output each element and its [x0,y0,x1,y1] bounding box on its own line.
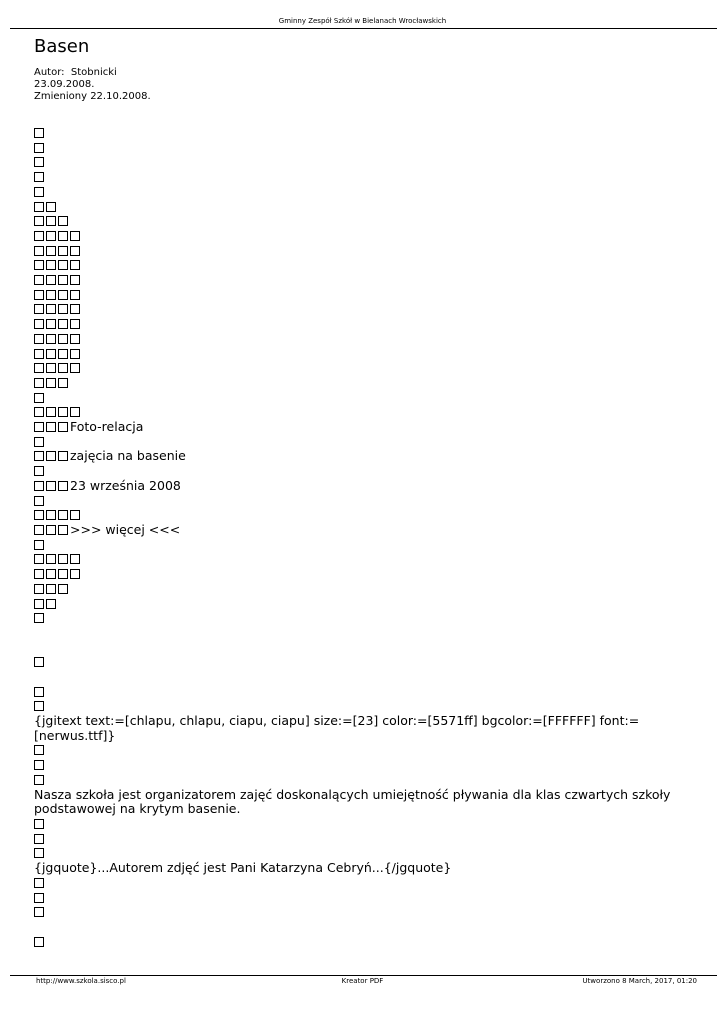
missing-glyph-box [34,143,44,153]
missing-glyph-box [58,481,68,491]
content-line [34,817,684,832]
missing-glyph-box [58,349,68,359]
content-line [34,229,684,244]
missing-glyph-box [46,334,56,344]
author-line: Autor: Stobnicki [34,67,117,78]
missing-glyph-box [46,246,56,256]
missing-glyph-box [34,378,44,388]
missing-glyph-box [34,745,44,755]
missing-glyph-box [34,701,44,711]
footer-divider [10,975,717,976]
missing-glyph-box [70,319,80,329]
missing-glyph-box [34,216,44,226]
content-line [34,788,684,817]
content-line [34,891,684,906]
content-line [34,155,684,170]
missing-glyph-box [34,246,44,256]
missing-glyph-box [34,157,44,167]
content-line [34,420,684,435]
missing-glyph-box [34,819,44,829]
content-line [34,611,684,626]
footer-generator: Kreator PDF [341,977,384,985]
page-title: Basen [34,36,90,57]
missing-glyph-box [46,216,56,226]
missing-glyph-box [34,569,44,579]
content-line [34,288,684,303]
missing-glyph-box [46,304,56,314]
content-line [34,464,684,479]
content-line [34,435,684,450]
content-line [34,905,684,920]
missing-glyph-box [46,231,56,241]
missing-glyph-box [34,304,44,314]
missing-glyph-box [46,363,56,373]
missing-glyph-box [34,231,44,241]
footer-url: http://www.szkola.sisco.pl [36,977,126,985]
missing-glyph-box [58,363,68,373]
article-meta [34,67,151,103]
missing-glyph-box [46,319,56,329]
content-line [34,508,684,523]
missing-glyph-box [46,481,56,491]
missing-glyph-box [58,525,68,535]
missing-glyph-box [46,569,56,579]
content-text: Foto-relacja [70,419,144,435]
missing-glyph-box [34,687,44,697]
content-line [34,479,684,494]
missing-glyph-box [70,275,80,285]
missing-glyph-box [70,290,80,300]
missing-glyph-box [34,937,44,947]
missing-glyph-box [58,510,68,520]
content-line [34,552,684,567]
missing-glyph-box [34,657,44,667]
missing-glyph-box [34,275,44,285]
missing-glyph-box [34,393,44,403]
content-text: {jgquote}...Autorem zdjęć jest Pani Katarzyna Cebryń...{/jgquote} [34,860,452,876]
missing-glyph-box [34,319,44,329]
missing-glyph-box [34,599,44,609]
missing-glyph-box [34,584,44,594]
missing-glyph-box [58,378,68,388]
missing-glyph-box [46,584,56,594]
missing-glyph-box [34,187,44,197]
missing-glyph-box [34,525,44,535]
page-header: Gminny Zespół Szkół w Bielanach Wrocławskich [278,17,447,25]
missing-glyph-box [34,260,44,270]
content-line [34,582,684,597]
content-line [34,126,684,141]
content-line [34,935,684,950]
content-line [34,743,684,758]
missing-glyph-box [70,569,80,579]
content-line [34,200,684,215]
missing-glyph-box [58,319,68,329]
missing-glyph-box [34,290,44,300]
content-line [34,361,684,376]
content-line [34,538,684,553]
content-line [34,641,684,656]
missing-glyph-box [46,260,56,270]
missing-glyph-box [46,275,56,285]
content-line [34,258,684,273]
content-line [34,832,684,847]
content-line [34,876,684,891]
missing-glyph-box [34,613,44,623]
missing-glyph-box [34,554,44,564]
content-line [34,391,684,406]
content-line [34,567,684,582]
content-line [34,699,684,714]
content-line [34,597,684,612]
content-text: 23 września 2008 [70,477,181,493]
content-text: Nasza szkoła jest organizatorem zajęć doskonalących umiejętność pływania dla klas czwartych szkoły podstawowej na krytym basenie. [34,786,675,817]
content-line [34,861,684,876]
missing-glyph-box [34,437,44,447]
missing-glyph-box [70,349,80,359]
missing-glyph-box [34,496,44,506]
content-line [34,758,684,773]
content-line [34,273,684,288]
header-divider [10,28,717,29]
missing-glyph-box [34,334,44,344]
missing-glyph-box [34,202,44,212]
missing-glyph-box [34,775,44,785]
missing-glyph-box [34,481,44,491]
missing-glyph-box [34,128,44,138]
missing-glyph-box [70,231,80,241]
missing-glyph-box [58,275,68,285]
content-line [34,494,684,509]
missing-glyph-box [58,451,68,461]
content-text: {jgitext text:=[chlapu, chlapu, ciapu, ciapu] size:=[23] color:=[5571ff] bgcolor:=[FFFFFF] font:=[nerwus.ttf]} [34,713,640,743]
missing-glyph-box [46,422,56,432]
missing-glyph-box [34,893,44,903]
missing-glyph-box [46,202,56,212]
missing-glyph-box [34,848,44,858]
content-line [34,449,684,464]
missing-glyph-box [34,407,44,417]
missing-glyph-box [70,510,80,520]
missing-glyph-box [46,451,56,461]
content-line [34,655,684,670]
content-line [34,920,684,935]
missing-glyph-box [58,407,68,417]
content-line [34,332,684,347]
content-line [34,523,684,538]
missing-glyph-box [70,363,80,373]
missing-glyph-box [34,363,44,373]
missing-glyph-box [70,554,80,564]
missing-glyph-box [58,246,68,256]
missing-glyph-box [58,290,68,300]
missing-glyph-box [46,349,56,359]
missing-glyph-box [34,349,44,359]
content-line [34,773,684,788]
content-text: zajęcia na basenie [70,448,186,464]
article-body [34,126,684,949]
missing-glyph-box [70,334,80,344]
content-line [34,405,684,420]
missing-glyph-box [58,584,68,594]
missing-glyph-box [58,231,68,241]
content-line [34,670,684,685]
missing-glyph-box [34,172,44,182]
missing-glyph-box [70,260,80,270]
missing-glyph-box [46,554,56,564]
content-line [34,185,684,200]
missing-glyph-box [58,260,68,270]
missing-glyph-box [34,466,44,476]
missing-glyph-box [58,304,68,314]
content-line [34,141,684,156]
missing-glyph-box [58,216,68,226]
missing-glyph-box [34,510,44,520]
missing-glyph-box [34,451,44,461]
missing-glyph-box [34,834,44,844]
missing-glyph-box [34,878,44,888]
missing-glyph-box [34,422,44,432]
created-date: 23.09.2008. [34,79,95,90]
missing-glyph-box [46,407,56,417]
missing-glyph-box [46,378,56,388]
content-line [34,626,684,641]
content-line [34,302,684,317]
missing-glyph-box [58,334,68,344]
content-line [34,317,684,332]
content-line [34,347,684,362]
content-line [34,685,684,700]
missing-glyph-box [58,422,68,432]
content-line [34,376,684,391]
footer-created: Utworzono 8 March, 2017, 01:20 [582,977,697,985]
content-line [34,214,684,229]
missing-glyph-box [34,540,44,550]
missing-glyph-box [34,760,44,770]
content-line [34,714,684,743]
missing-glyph-box [58,554,68,564]
missing-glyph-box [70,246,80,256]
content-line [34,244,684,259]
modified-date: Zmieniony 22.10.2008. [34,91,151,102]
missing-glyph-box [70,407,80,417]
missing-glyph-box [34,907,44,917]
missing-glyph-box [46,290,56,300]
missing-glyph-box [58,569,68,579]
content-line [34,846,684,861]
missing-glyph-box [70,304,80,314]
content-line [34,170,684,185]
missing-glyph-box [46,510,56,520]
missing-glyph-box [46,599,56,609]
content-text: >>> więcej <<< [70,521,181,537]
missing-glyph-box [46,525,56,535]
